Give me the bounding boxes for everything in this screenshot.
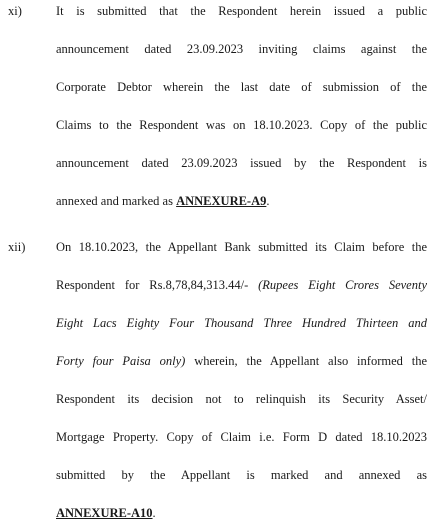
paragraph-text: Respondent for Rs.8,78,84,313.44/- — [56, 278, 259, 292]
paragraph-line: It is submitted that the Respondent herein issued a public — [56, 4, 427, 18]
amount-in-words: Eight Lacs Eighty Four Thousand Three Hundred Thirteen and — [56, 316, 427, 330]
paragraph-line — [56, 314, 427, 332]
paragraph-line: Claims to the Respondent was on 18.10.2023. Copy of the public — [56, 118, 427, 132]
paragraph-line: announcement dated 23.09.2023 inviting claims against the — [56, 42, 427, 56]
amount-in-words: Forty four Paisa only) — [56, 354, 186, 368]
paragraph-line-last — [56, 504, 427, 522]
paragraph-line-last — [56, 192, 427, 210]
paragraph-text: annexed and marked as — [56, 194, 173, 208]
paragraph-text: wherein, the Appellant also informed the — [185, 354, 427, 368]
paragraph-line — [56, 276, 427, 294]
annexure-reference: ANNEXURE-A10 — [56, 506, 153, 520]
paragraph-line: Corporate Debtor wherein the last date of submission of the — [56, 80, 427, 94]
annexure-suffix: . — [152, 506, 156, 520]
paragraph-number: xi) — [8, 4, 22, 18]
paragraph-line: On 18.10.2023, the Appellant Bank submitted its Claim before the — [56, 240, 427, 254]
paragraph-line: Respondent its decision not to relinquish its Security Asset/ — [56, 392, 427, 406]
annexure-suffix: . — [266, 194, 270, 208]
paragraph-line: submitted by the Appellant is marked and annexed as — [56, 468, 427, 482]
annexure-reference: ANNEXURE-A9 — [176, 194, 267, 208]
paragraph-number: xii) — [8, 240, 26, 254]
paragraph-line: Mortgage Property. Copy of Claim i.e. Form D dated 18.10.2023 — [56, 430, 427, 444]
amount-in-words: (Rupees Eight Crores Seventy — [258, 278, 427, 292]
paragraph-line: announcement dated 23.09.2023 issued by the Respondent is — [56, 156, 427, 170]
paragraph-line — [56, 352, 427, 370]
